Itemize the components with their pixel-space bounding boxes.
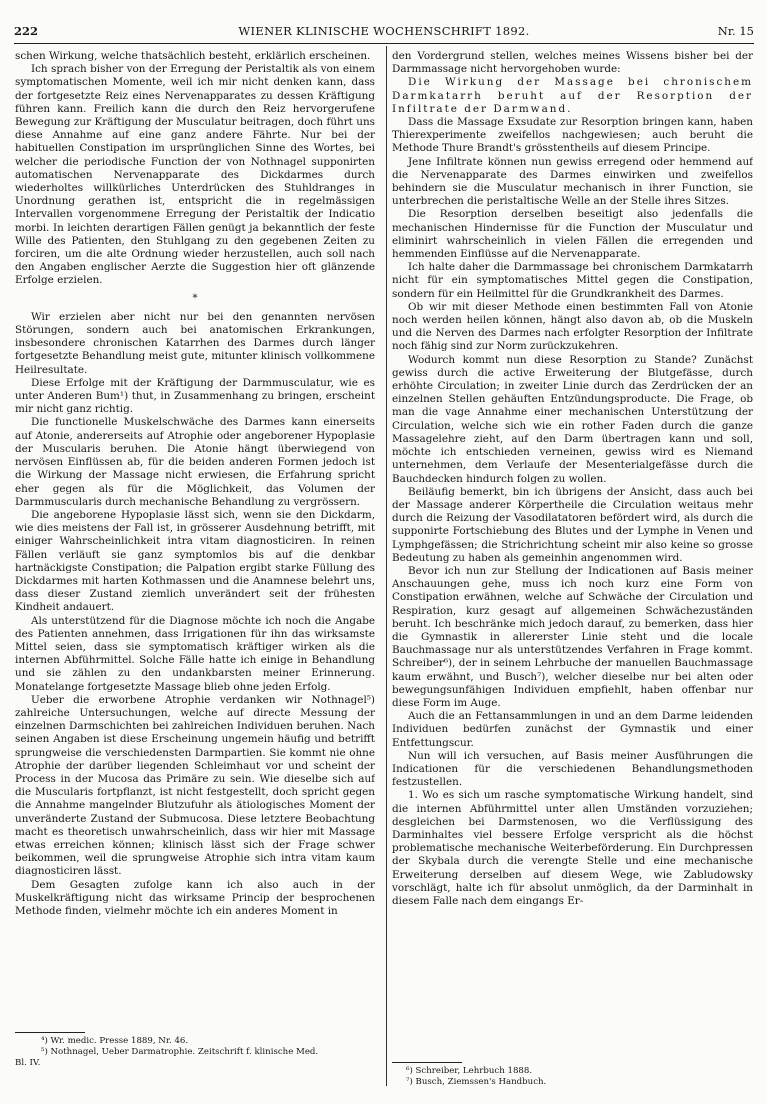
left-column	[15, 50, 375, 1030]
footnote	[15, 1047, 375, 1068]
footnotes-right	[392, 1066, 766, 1088]
paragraph: Jene Infiltrate können nun gewiss erregend oder hemmend auf die Nervenapparate des Darmes einwirken und zweifellos behindern sie die Musculatur mechanisch in ihrer Function, sie unterbrechen die peristaltische Welle an der Stelle ihres Sitzes.	[392, 155, 753, 208]
paragraph: Nun will ich versuchen, auf Basis meiner Ausführungen die Indicationen für die verschiedenen Behandlungsmethoden festzustellen.	[392, 749, 753, 789]
paragraph: Beiläufig bemerkt, bin ich übrigens der Ansicht, dass auch bei der Massage anderer Körpertheile die Circulation weitaus mehr durch die Reizung der Vasodilatatoren befördert wird, als durch die supponirte Fortschiebung des Blutes und der Lymphe in Venen und Lymphgefässen; die Strichrichtung scheint mir also keine so grosse Bedeutung zu haben als gemeinhin angenommen wird.	[392, 485, 753, 564]
paragraph: Ich halte daher die Darmmassage bei chronischem Darmkatarrh nicht für ein symptomatisches Mittel gegen die Constipation, sondern für ein Heilmittel für die Grundkrankheit des Darmes.	[392, 261, 753, 300]
page-number: 222	[14, 24, 39, 38]
footnote-text: ⁵) Nothnagel, Ueber Darmatrophie. Zeitschrift f. klinische Med.	[41, 1047, 319, 1057]
paragraph: Bevor ich nun zur Stellung der Indicationen auf Basis meiner Anschauungen gehe, muss ich noch kurz eine Form von Constipation erwähnen, welche auf Schwäche der Circulation und Respiration, kurz gesagt auf allgemeinen Schwächezuständen beruht. Ich beschränke mich jedoch darauf, zu bemerken, dass hier die Gymnastik in allererster Linie steht und die locale Bauchmassage nur als unterstützendes Verfahren in Frage kommt. Schreiber⁶), der in seinem Lehrbuche der manuellen Bauchmassage kaum erwähnt, und Busch⁷), welcher dieselbe nur bei alten oder bewegungsunfähigen Individuen empfiehlt, haben offenbar nur diese Form im Auge.	[392, 564, 753, 709]
footnote-rule	[392, 1062, 462, 1063]
paragraph: Ob wir mit dieser Methode einen bestimmten Fall von Atonie noch werden heilen können, hängt also davon ab, ob die Muskeln und die Nerven des Darmes nach erfolgter Resorption der Infiltrate noch fähig sind zur Norm zurückzukehren.	[392, 300, 753, 353]
paragraph: 1. Wo es sich um rasche symptomatische Wirkung handelt, sind die internen Abführmittel unter allen Umständen vorzuziehen; desgleichen bei Darmstenosen, wo die Verflüssigung des Darminhaltes viel bessere Erfolge verspricht als die höchst problematische mechanische Weiterbeförderung. Ein Durchpressen der Skybala durch die verengte Stelle und eine mechanische Erweiterung derselben auf diesem Wege, wie Zabludowsky vorschlägt, halte ich für absolut unmöglich, da der Darminhalt in diesem Falle nach dem eingangs Er-	[392, 789, 753, 907]
footnotes-left	[15, 1036, 375, 1068]
paragraph: Als unterstützend für die Diagnose möchte ich noch die Angabe des Patienten annehmen, dass Irrigationen für ihn das wirksamste Mittel seien, dass sie symptomatisch kräftiger wirken als die internen Abführmittel. Solche Fälle hatte ich einige in Behandlung und sie zählen zu den undankbarsten meiner Erinnerung. Monatelange fortgesetzte Massage blieb ohne jeden Erfolg.	[15, 614, 375, 693]
paragraph: Die Resorption derselben beseitigt also jedenfalls die mechanischen Hindernisse für die Function der Musculatur und eliminirt wahrscheinlich in vielen Fällen die erregenden und hemmenden Einflüsse auf die Nervenapparate.	[392, 208, 753, 261]
footnote: ⁷) Busch, Ziemssen's Handbuch.	[406, 1077, 547, 1087]
footnote: ⁴) Wr. medic. Presse 1889, Nr. 46.	[41, 1036, 189, 1046]
paragraph: Dem Gesagten zufolge kann ich also auch in der Muskelkräftigung nicht das wirksame Princip der besprochenen Methode finden, vielmehr möchte ich ein anderes Moment in	[15, 878, 375, 917]
paragraph: Auch die an Fettansammlungen in und an dem Darme leidenden Individuen bedürfen zunächst der Gymnastik und einer Entfettungscur.	[392, 710, 753, 749]
right-column	[392, 50, 753, 1050]
paragraph: Ich sprach bisher von der Erregung der Peristaltik als von einem symptomatischen Momente, weil ich mir nicht denken kann, dass der fortgesetzte Reiz eines Nervenapparates zu dessen Kräftigung führen kann. Freilich kann die durch den Reiz hervorgerufene Bewegung zur Kräftigung der Musculatur beitragen, doch führt uns diese Annahme auf eine ganz andere Fährte. Nur bei der habituellen Constipation im ursprünglichen Sinne des Wortes, bei welcher die periodische Function der von Nothnagel supponirten automatischen Nervenapparate des Dickdarmes durch wiederholtes willkürliches Unterdrücken des Stuhldranges in Unordnung gerathen ist, entspricht die in regelmässigen Intervallen vorgenommene Erregung der Peristaltik der Indicatio morbi. In leichten derartigen Fällen genügt ja bekanntlich der feste Wille des Patienten, den Stuhlgang zu den gegebenen Zeiten zu forciren, um die alte Ordnung wieder herzustellen, auch soll nach den Angaben englischer Aerzte die Suggestion hier oft glänzende Erfolge erzielen.	[15, 63, 375, 287]
paragraph: Wodurch kommt nun diese Resorption zu Stande? Zunächst gewiss durch die active Erweiterung der Blutgefässe, durch erhöhte Circulation; in zweiter Linie durch das Zerdrücken der an einzelnen Stellen gehäuften Entzündungsproducte. Die Frage, ob man die vage Annahme einer mechanischen Unterstützung der Circulation, welche sich wie ein rother Faden durch die ganze Massagelehre zieht, auf den Darm übertragen kann und soll, möchte ich entschieden verneinen, gewiss wird es Niemand unternehmen, dem Verlaufe der Mesenterialgefässe durch die Bauchdecken hindurch folgen zu wollen.	[392, 353, 753, 485]
paragraph: Ueber die erworbene Atrophie verdanken wir Nothnagel⁵) zahlreiche Untersuchungen, welche auf directe Messung der einzelnen Darmschichten bei zahlreichen Individuen beruhen. Nach seinen Angaben ist diese Erscheinung ungemein häufig und betrifft sprungweise die verschiedensten Darmpartien. Sie kommt nie ohne Atrophie der darüber liegenden Schleimhaut vor und scheint der Process in der Mucosa das Primäre zu sein. Wie dieselbe sich auf die Muscularis fortpflanzt, ist nicht festgestellt, doch spricht gegen die Annahme mangelnder Blutzufuhr als ätiologisches Moment der unveränderte Zustand der Submucosa. Diese letztere Beobachtung macht es theoretisch unwahrscheinlich, dass wir hier mit Massage etwas erreichen können; klinisch lässt sich der Frage schwer beikommen, weil die sprungweise Atrophie sich intra vitam kaum diagnosticiren lässt.	[15, 693, 375, 878]
footnote: ⁶) Schreiber, Lehrbuch 1888.	[406, 1066, 533, 1076]
column-divider	[386, 46, 387, 1086]
footnote-rule	[15, 1032, 85, 1033]
paragraph: Dass die Massage Exsudate zur Resorption bringen kann, haben Thierexperimente zweifellos nachgewiesen; auch beruht die Methode Thure Brandt's grösstentheils auf diesem Principe.	[392, 116, 753, 155]
paragraph: Diese Erfolge mit der Kräftigung der Darmmusculatur, wie es unter Anderen Bum¹) thut, in Zusammenhang zu bringen, erscheint mir nicht ganz richtig.	[15, 376, 375, 416]
paragraph: schen Wirkung, welche thatsächlich besteht, erklärlich erscheinen.	[15, 50, 371, 62]
thesis-statement: Die Wirkung der Massage bei chronischem Darmkatarrh beruht auf der Resorption der Infiltrate der Darmwand.	[392, 76, 753, 115]
paragraph: Die functionelle Muskelschwäche des Darmes kann einerseits auf Atonie, andererseits auf Atrophie oder angeborener Hypoplasie der Muscularis beruhen. Die Atonie hängt überwiegend von nervösen Einflüssen ab, für die beiden anderen Formen jedoch ist die Wirkung der Massage nicht erwiesen, die Erfahrung spricht eher gegen als für die Möglichkeit, das Volumen der Darmmuscularis durch mechanische Behandlung zu vergrössern.	[15, 416, 375, 508]
sheet-signature: Bl. IV.	[15, 1058, 41, 1068]
journal-title: WIENER KLINISCHE WOCHENSCHRIFT 1892.	[238, 24, 530, 38]
paragraph: Wir erzielen aber nicht nur bei den genannten nervösen Störungen, sondern auch bei anatomischen Erkrankungen, insbesondere chronischen Katarrhen des Darmes durch länger fortgesetzte Behandlung meist gute, mitunter klinisch vollkommene Heilresultate.	[15, 310, 375, 376]
page-header	[14, 24, 754, 44]
header-rule	[14, 43, 754, 44]
section-separator: *	[192, 292, 198, 304]
paragraph: Die angeborene Hypoplasie lässt sich, wenn sie den Dickdarm, wie dies meistens der Fall ist, in grösserer Ausdehnung betrifft, mit einiger Wahrscheinlichkeit intra vitam diagnosticiren. In reinen Fällen verläuft sie ganz symptomlos bis auf die denkbar hartnäckigste Constipation; die Palpation ergibt starke Füllung des Dickdarmes mit harten Kothmassen und die Anamnese belehrt uns, dass dieser Zustand ziemlich unverändert seit der frühesten Kindheit andauert.	[15, 508, 375, 614]
paragraph: den Vordergrund stellen, welches meines Wissens bisher bei der Darmmassage nicht hervorgehoben wurde:	[392, 50, 753, 76]
issue-number: Nr. 15	[717, 24, 754, 38]
